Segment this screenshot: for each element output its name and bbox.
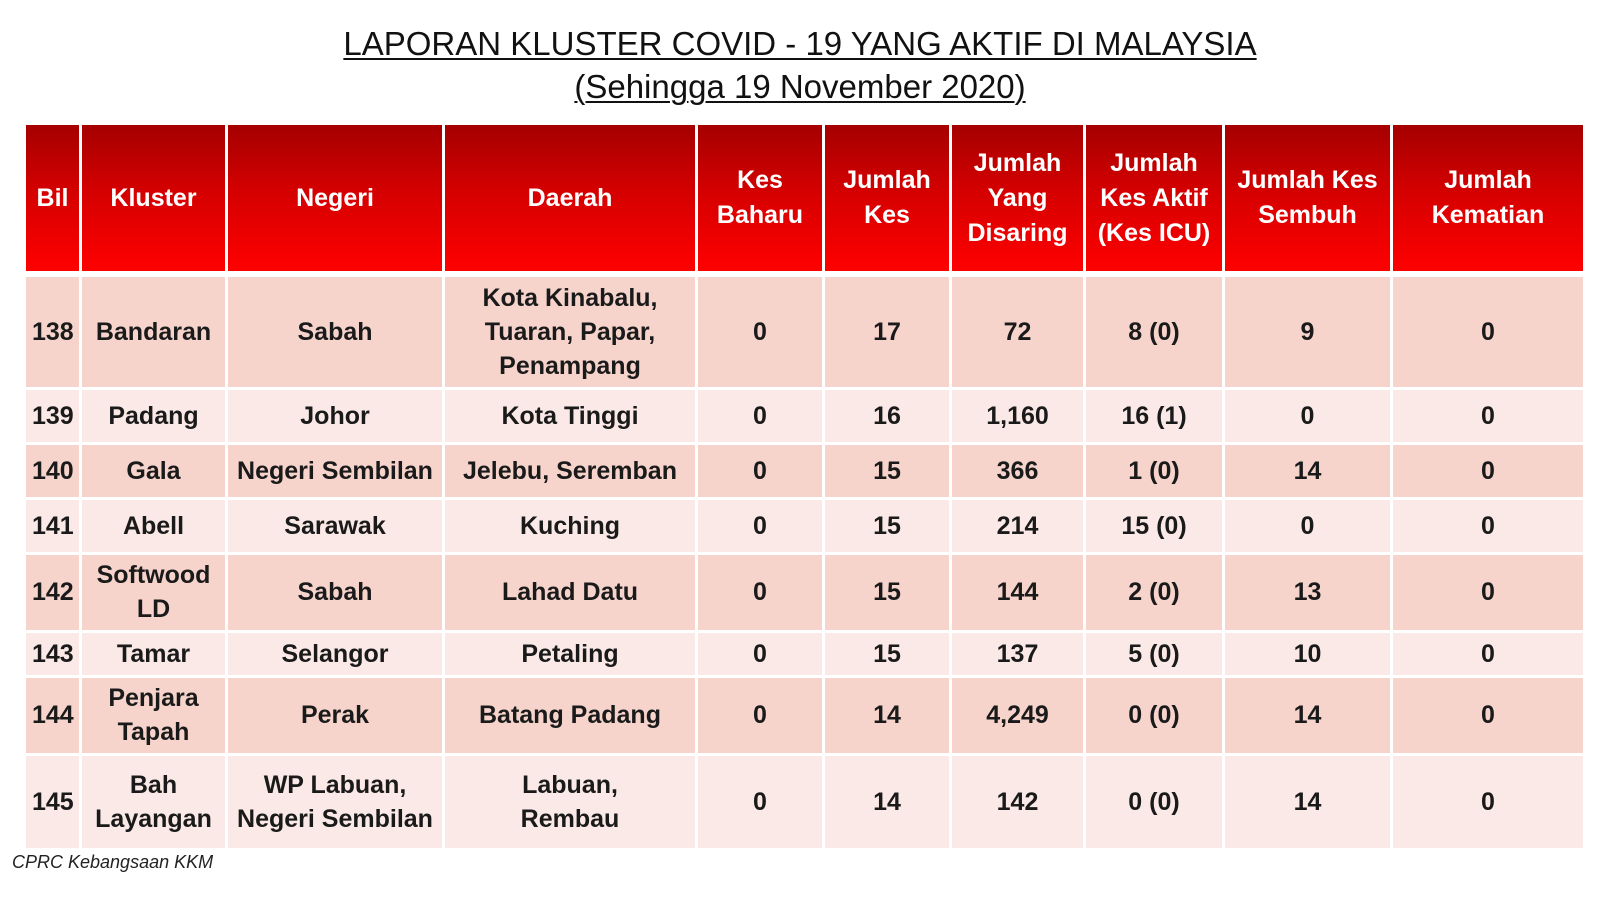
cell-kes-sembuh: 0 [1224,498,1392,553]
cell-kes-aktif: 0 (0) [1085,754,1224,849]
table-row [25,631,1585,676]
header-kluster: Kluster [81,125,227,274]
cell-negeri: Sarawak [227,498,444,553]
cell-jumlah-disaring: 1,160 [951,388,1085,443]
header-bil: Bil [25,125,81,274]
table-row [25,274,1585,388]
report-title [0,22,1600,108]
cell-kes-baharu: 0 [697,553,824,631]
cell-kematian: 0 [1392,631,1585,676]
header-jumlah-disaring: Jumlah Yang Disaring [951,125,1085,274]
cell-jumlah-disaring: 4,249 [951,676,1085,754]
cell-jumlah-kes: 17 [824,274,951,388]
cell-daerah: Petaling [444,631,697,676]
cell-jumlah-kes: 14 [824,676,951,754]
cell-kes-baharu: 0 [697,754,824,849]
cell-kes-sembuh: 0 [1224,388,1392,443]
cell-daerah: Kuching [444,498,697,553]
cell-kes-baharu: 0 [697,631,824,676]
cell-jumlah-kes: 15 [824,498,951,553]
cell-kluster: Padang [81,388,227,443]
cell-daerah: Batang Padang [444,676,697,754]
cell-kes-baharu: 0 [697,388,824,443]
cell-kes-sembuh: 10 [1224,631,1392,676]
cell-kematian: 0 [1392,754,1585,849]
table-row [25,498,1585,553]
cell-kluster: Tamar [81,631,227,676]
cell-kematian: 0 [1392,388,1585,443]
table-row [25,388,1585,443]
cell-jumlah-disaring: 137 [951,631,1085,676]
header-kes-sembuh: Jumlah Kes Sembuh [1224,125,1392,274]
header-jumlah-kes: Jumlah Kes [824,125,951,274]
cell-daerah: Lahad Datu [444,553,697,631]
cell-bil: 142 [25,553,81,631]
cell-kluster: Bandaran [81,274,227,388]
title-line-1: LAPORAN KLUSTER COVID - 19 YANG AKTIF DI MALAYSIA [343,25,1257,62]
cell-kes-baharu: 0 [697,498,824,553]
table-row [25,553,1585,631]
cell-negeri: Selangor [227,631,444,676]
cell-kematian: 0 [1392,676,1585,754]
cell-kes-aktif: 15 (0) [1085,498,1224,553]
cell-daerah: Kota Tinggi [444,388,697,443]
cell-daerah: Kota Kinabalu, Tuaran, Papar, Penampang [444,274,697,388]
cell-kes-sembuh: 14 [1224,754,1392,849]
cell-negeri: WP Labuan, Negeri Sembilan [227,754,444,849]
header-kes-aktif: Jumlah Kes Aktif (Kes ICU) [1085,125,1224,274]
cell-jumlah-kes: 15 [824,553,951,631]
cell-kes-sembuh: 13 [1224,553,1392,631]
cell-kes-aktif: 16 (1) [1085,388,1224,443]
cell-negeri: Negeri Sembilan [227,443,444,498]
cell-kes-aktif: 0 (0) [1085,676,1224,754]
cell-jumlah-disaring: 72 [951,274,1085,388]
cell-bil: 138 [25,274,81,388]
cell-jumlah-kes: 16 [824,388,951,443]
cell-kluster: Softwood LD [81,553,227,631]
cell-negeri: Sabah [227,553,444,631]
cell-bil: 139 [25,388,81,443]
header-kes-baharu: Kes Baharu [697,125,824,274]
cell-kematian: 0 [1392,498,1585,553]
cell-jumlah-disaring: 142 [951,754,1085,849]
header-negeri: Negeri [227,125,444,274]
cell-kes-baharu: 0 [697,274,824,388]
cell-kes-aktif: 8 (0) [1085,274,1224,388]
header-kematian: Jumlah Kematian [1392,125,1585,274]
cell-kes-baharu: 0 [697,443,824,498]
cell-bil: 145 [25,754,81,849]
cell-kluster: Penjara Tapah [81,676,227,754]
cell-negeri: Perak [227,676,444,754]
cell-daerah: Labuan, Rembau [444,754,697,849]
cell-kluster: Gala [81,443,227,498]
cell-kematian: 0 [1392,443,1585,498]
cell-kematian: 0 [1392,553,1585,631]
cell-kes-aktif: 1 (0) [1085,443,1224,498]
cell-bil: 141 [25,498,81,553]
cell-kematian: 0 [1392,274,1585,388]
cell-kes-sembuh: 14 [1224,443,1392,498]
table-row [25,754,1585,849]
cell-bil: 143 [25,631,81,676]
title-line-2: (Sehingga 19 November 2020) [574,68,1026,105]
cluster-table [23,125,1586,851]
cell-daerah: Jelebu, Seremban [444,443,697,498]
cell-jumlah-kes: 15 [824,631,951,676]
cell-bil: 144 [25,676,81,754]
header-daerah: Daerah [444,125,697,274]
cell-kes-aktif: 2 (0) [1085,553,1224,631]
source-footer: CPRC Kebangsaan KKM [12,852,214,872]
cell-negeri: Sabah [227,274,444,388]
cell-kes-aktif: 5 (0) [1085,631,1224,676]
table-row [25,443,1585,498]
table-row [25,676,1585,754]
cell-kes-sembuh: 14 [1224,676,1392,754]
cell-jumlah-kes: 14 [824,754,951,849]
cell-kes-baharu: 0 [697,676,824,754]
cell-negeri: Johor [227,388,444,443]
cell-bil: 140 [25,443,81,498]
cell-kluster: Bah Layangan [81,754,227,849]
cell-kes-sembuh: 9 [1224,274,1392,388]
table-header-row [25,125,1585,274]
cell-jumlah-disaring: 214 [951,498,1085,553]
cell-jumlah-disaring: 366 [951,443,1085,498]
cell-jumlah-kes: 15 [824,443,951,498]
cell-jumlah-disaring: 144 [951,553,1085,631]
cell-kluster: Abell [81,498,227,553]
